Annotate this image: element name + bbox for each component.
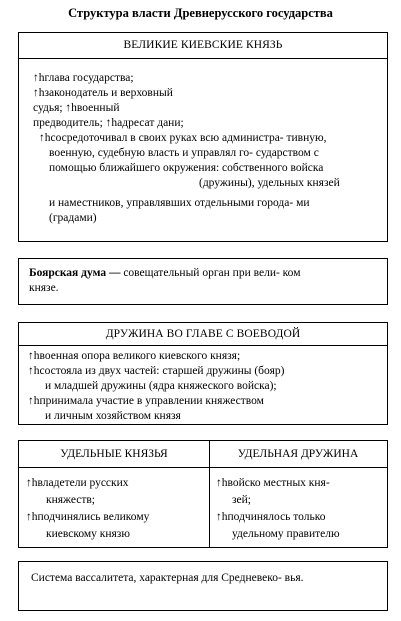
prince-line: судья; ↑hвоенный <box>33 102 120 114</box>
grand-prince-header: ВЕЛИКИЕ КИЕВСКИЕ КНЯЗЬ <box>19 33 387 59</box>
duma-term: Боярская дума — <box>29 267 121 279</box>
vassalage-text: Система вассалитета, характерная для Средневеко- вья. <box>31 572 304 584</box>
prince-line: ↑hзаконодатель и верховный <box>33 87 173 99</box>
udel-princes-header: УДЕЛЬНЫЕ КНЯЗЬЯ <box>60 448 168 460</box>
druzhina-line: ↑hсостояла из двух частей: старшей дружины (бояр) <box>28 365 285 377</box>
duma-text-2: князе. <box>29 282 59 294</box>
prince-line: (дружины), удельных князей <box>199 177 340 189</box>
prince-line: (градами) <box>49 212 97 224</box>
column-divider <box>209 441 210 547</box>
udel-druzhina-header: УДЕЛЬНАЯ ДРУЖИНА <box>237 448 359 460</box>
udel-princes-line: ↑hвладетели русских <box>26 477 129 489</box>
duma-line-1 <box>29 266 301 280</box>
prince-line: ↑hсосредоточивал в своих руках всю администра- тивную, <box>39 132 327 144</box>
udel-princes-line: ↑hподчинялись великому <box>26 511 150 523</box>
udel-druzhina-line: ↑hвойско местных кня- <box>216 477 330 489</box>
prince-line: и наместников, управлявших отдельными города- ми <box>49 197 310 209</box>
udel-druzhina-line: ↑hподчинялось только <box>216 511 326 523</box>
boyar-duma-box <box>18 258 388 305</box>
udel-box <box>18 440 388 548</box>
prince-line: помощью ближайшего окружения: собственного войска <box>49 162 324 174</box>
udel-princes-line: киевскому князю <box>46 528 130 540</box>
druzhina-line: ↑hпринимала участие в управлении княжеством <box>28 395 264 407</box>
prince-line: предводитель; ↑hадресат дани; <box>33 117 184 129</box>
druzhina-line: ↑hвоенная опора великого киевского князя; <box>28 350 241 362</box>
grand-prince-box <box>18 32 388 242</box>
prince-line: военную, судебную власть и управлял го- сударством с <box>49 147 319 159</box>
druzhina-line: и личным хозяйством князя <box>45 410 181 422</box>
udel-princes-header-cell <box>19 441 209 468</box>
druzhina-line: и младшей дружины (ядра княжеского войска); <box>45 380 277 392</box>
vassalage-box <box>18 561 388 611</box>
udel-druzhina-line: удельному правителю <box>232 528 340 540</box>
druzhina-header: ДРУЖИНА ВО ГЛАВЕ С ВОЕВОДОЙ <box>19 323 387 346</box>
udel-princes-line: княжеств; <box>46 494 95 506</box>
udel-druzhina-header-cell <box>209 441 387 468</box>
druzhina-box <box>18 322 388 425</box>
page-title: Структура власти Древнерусского государства <box>68 6 333 20</box>
duma-text: совещательный орган при вели- ком <box>120 267 301 279</box>
prince-line: ↑hглава государства; <box>33 72 134 84</box>
udel-druzhina-line: зей; <box>232 494 251 506</box>
